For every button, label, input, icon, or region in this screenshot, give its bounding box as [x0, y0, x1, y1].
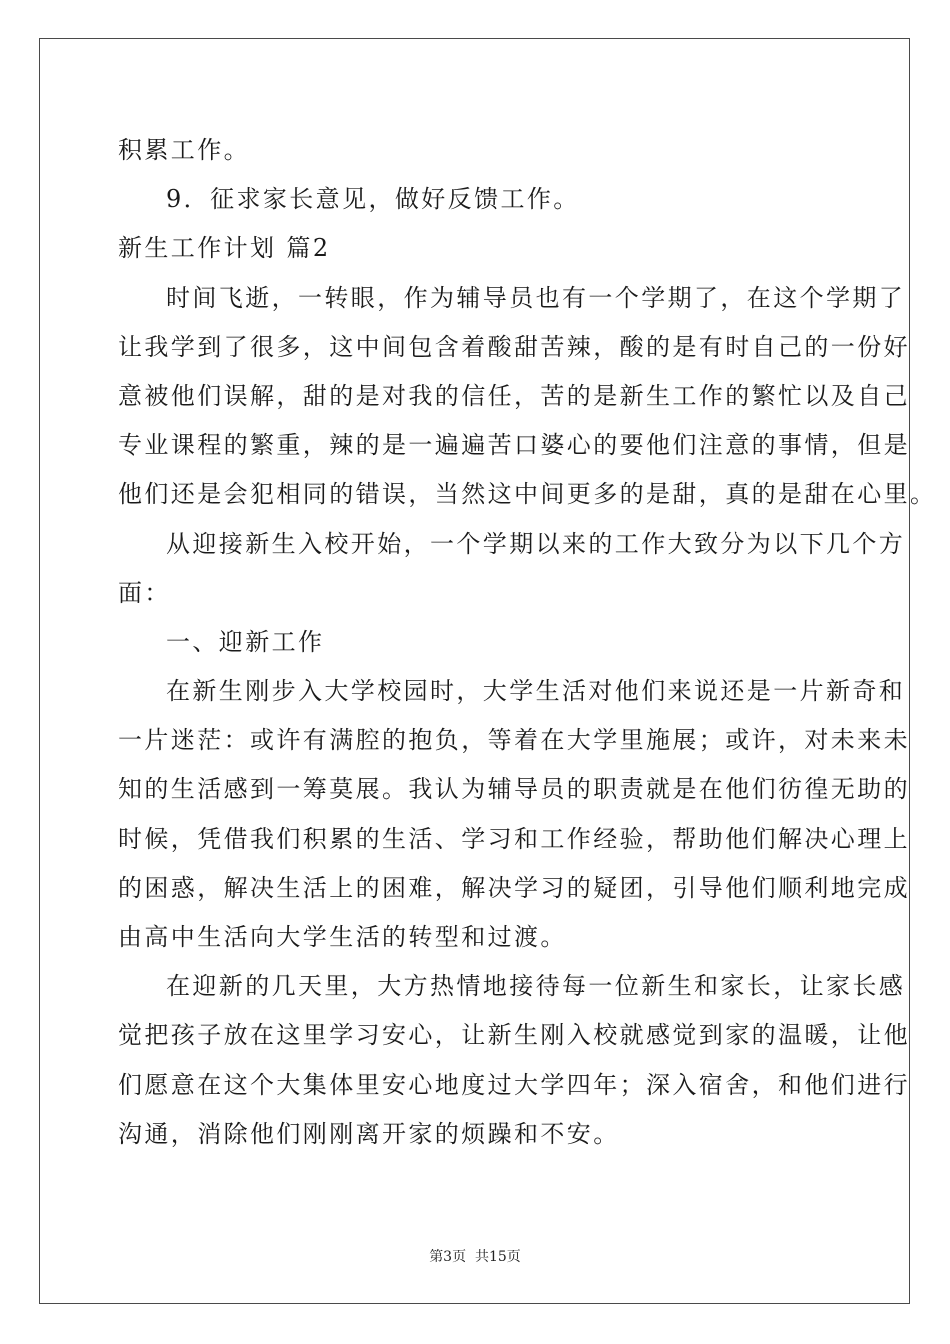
text-line: 在迎新的几天里，大方热情地接待每一位新生和家长，让家长感 — [166, 972, 906, 1001]
text-line: 从迎接新生入校开始，一个学期以来的工作大致分为以下几个方 — [166, 529, 906, 558]
text-line: 积累工作。 — [118, 136, 250, 164]
text-line: 他们还是会犯相同的错误，当然这中间更多的是甜，真的是甜在心里。 — [118, 480, 937, 509]
text-line: 时间飞逝，一转眼，作为辅导员也有一个学期了，在这个学期了 — [166, 283, 906, 312]
text-line: 时候，凭借我们积累的生活、学习和工作经验，帮助他们解决心理上 — [118, 824, 910, 853]
text-line: 面： — [118, 578, 171, 607]
text-line: 觉把孩子放在这里学习安心，让新生刚入校就感觉到家的温暖，让他 — [118, 1021, 910, 1050]
text-line: 在新生刚步入大学校园时，大学生活对他们来说还是一片新奇和 — [166, 677, 906, 706]
text-line: 知的生活感到一筹莫展。我认为辅导员的职责就是在他们彷徨无助的 — [118, 775, 910, 804]
document-body — [118, 126, 937, 1159]
text-line: 的困惑，解决生活上的困难，解决学习的疑团，引导他们顺利地完成 — [118, 873, 910, 902]
text-line: 沟通，消除他们刚刚离开家的烦躁和不安。 — [118, 1119, 620, 1148]
text-line: 由高中生活向大学生活的转型和过渡。 — [118, 923, 567, 951]
subsection-heading: 一、迎新工作 — [166, 627, 325, 656]
text-line: 专业课程的繁重，辣的是一遍遍苦口婆心的要他们注意的事情，但是 — [118, 431, 910, 460]
text-line: 们愿意在这个大集体里安心地度过大学四年；深入宿舍，和他们进行 — [118, 1070, 910, 1099]
text-line: 一片迷茫：或许有满腔的抱负，等着在大学里施展；或许，对未来未 — [118, 726, 910, 755]
section-heading: 新生工作计划 篇2 — [118, 234, 331, 263]
text-line: 意被他们误解，甜的是对我的信任，苦的是新生工作的繁忙以及自己 — [118, 381, 910, 410]
text-line: 让我学到了很多，这中间包含着酸甜苦辣，酸的是有时自己的一份好 — [118, 332, 910, 361]
page-number-footer: 第3页 共15页 — [429, 1249, 521, 1265]
text-line: 9．征求家长意见，做好反馈工作。 — [166, 185, 580, 214]
